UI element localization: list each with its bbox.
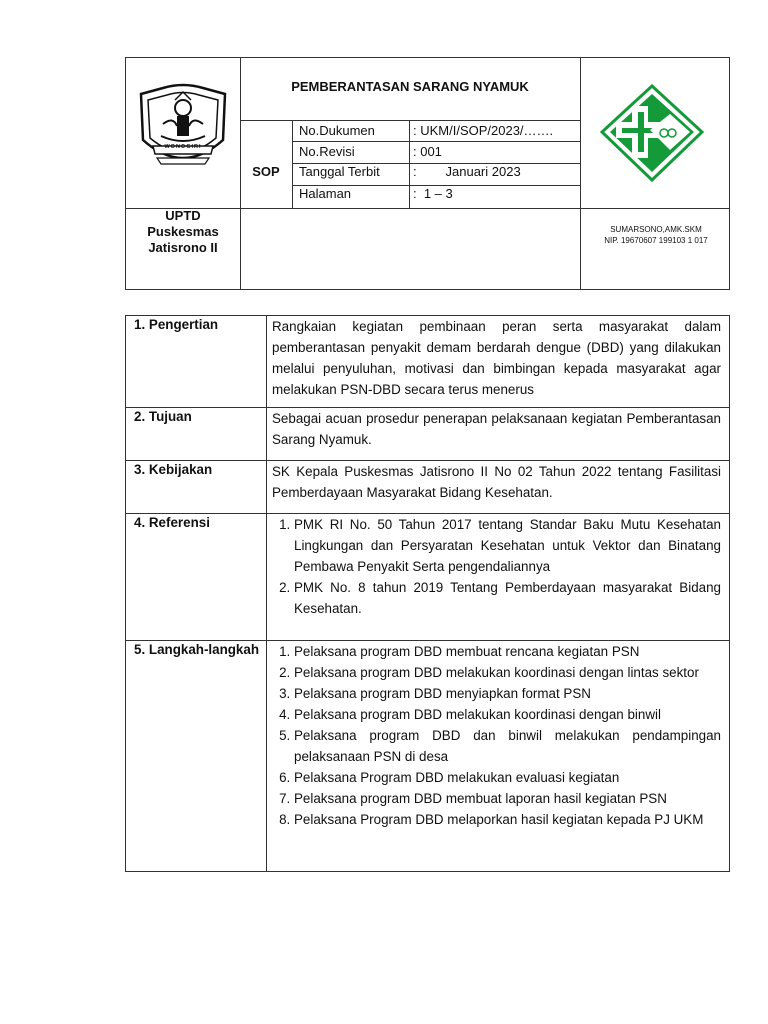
revision-label: No.Revisi [299, 144, 355, 159]
row-label: 4. Referensi [126, 514, 267, 641]
document-title: PEMBERANTASAN SARANG NYAMUK [291, 79, 529, 94]
issue-date-value: : Januari 2023 [413, 164, 521, 179]
list-item: 8. Pelaksana Program DBD melaporkan hasil kegiatan kepada PJ UKM [294, 809, 721, 830]
organization-name [126, 208, 240, 256]
row-list-cell [267, 641, 730, 872]
row-text: Sebagai acuan prosedur penerapan pelaksanaan kegiatan Pemberantasan Sarang Nyamuk. [267, 408, 730, 461]
org-line: Puskesmas [147, 224, 219, 239]
table-row [126, 641, 730, 872]
issue-date-label: Tanggal Terbit [299, 164, 380, 179]
regency-emblem-icon [133, 80, 233, 174]
row-text: Rangkaian kegiatan pembinaan peran serta masyarakat dalam pemberantasan penyakit demam berdarah dengue (DBD) yang dilakukan melalui penyuluhan, motivasi dan bimbingan kepada masyarakat agar melakukan PSN-DBD secara terus menerus [267, 316, 730, 408]
list-item: 1. PMK RI No. 50 Tahun 2017 tentang Standar Baku Mutu Kesehatan Lingkungan dan Persyaratan Kesehatan untuk Vektor dan Binatang Pembawa Penyakit Serta pengendaliannya [294, 514, 721, 577]
doc-number-value: : UKM/I/SOP/2023/……. [413, 123, 554, 138]
list-item: 5. Pelaksana program DBD dan binwil melakukan pendampingan pelaksanaan PSN di desa [294, 725, 721, 767]
puskesmas-cross-icon [598, 84, 706, 184]
list-item: 1. Pelaksana program DBD membuat rencana kegiatan PSN [294, 641, 721, 662]
regency-logo-label: WONOGIRI [164, 144, 202, 150]
list-item: 4. Pelaksana program DBD melakukan koordinasi dengan binwil [294, 704, 721, 725]
sop-label: SOP [252, 164, 280, 179]
org-line: UPTD [165, 208, 201, 223]
row-list-cell [267, 514, 730, 641]
org-line: Jatisrono II [148, 240, 218, 255]
row-label: 3. Kebijakan [126, 461, 267, 514]
list-item: 2. Pelaksana program DBD melakukan koordinasi dengan lintas sektor [294, 662, 721, 683]
regency-logo [133, 80, 233, 174]
row-text: SK Kepala Puskesmas Jatisrono II No 02 Tahun 2022 tentang Fasilitasi Pemberdayaan Masyarakat Bidang Kesehatan. [267, 461, 730, 514]
list-item: 7. Pelaksana program DBD membuat laporan hasil kegiatan PSN [294, 788, 721, 809]
divider [240, 120, 580, 121]
divider [580, 57, 581, 290]
row-label: 1. Pengertian [126, 316, 267, 408]
divider [409, 120, 410, 208]
doc-number-label: No.Dukumen [299, 123, 375, 138]
divider [292, 120, 293, 208]
divider [292, 141, 580, 142]
sop-content-table [125, 315, 730, 872]
revision-value: : 001 [413, 144, 442, 159]
table-row [126, 408, 730, 461]
signer-nip: NIP. 19670607 199103 1 017 [604, 236, 708, 245]
page-value: : 1 – 3 [413, 186, 453, 201]
list-item: 2. PMK No. 8 tahun 2019 Tentang Pemberdayaan masyarakat Bidang Kesehatan. [294, 577, 721, 619]
page-label: Halaman [299, 186, 352, 201]
signature-block [582, 224, 730, 246]
list-item: 6. Pelaksana Program DBD melakukan evaluasi kegiatan [294, 767, 721, 788]
steps-list [267, 641, 721, 830]
row-label: 2. Tujuan [126, 408, 267, 461]
reference-list [267, 514, 721, 619]
table-row [126, 316, 730, 408]
row-label: 5. Langkah-langkah [126, 641, 267, 872]
signer-name: SUMARSONO,AMK.SKM [610, 225, 702, 234]
list-item: 3. Pelaksana program DBD menyiapkan format PSN [294, 683, 721, 704]
puskesmas-logo [598, 84, 706, 184]
table-row [126, 461, 730, 514]
table-row [126, 514, 730, 641]
